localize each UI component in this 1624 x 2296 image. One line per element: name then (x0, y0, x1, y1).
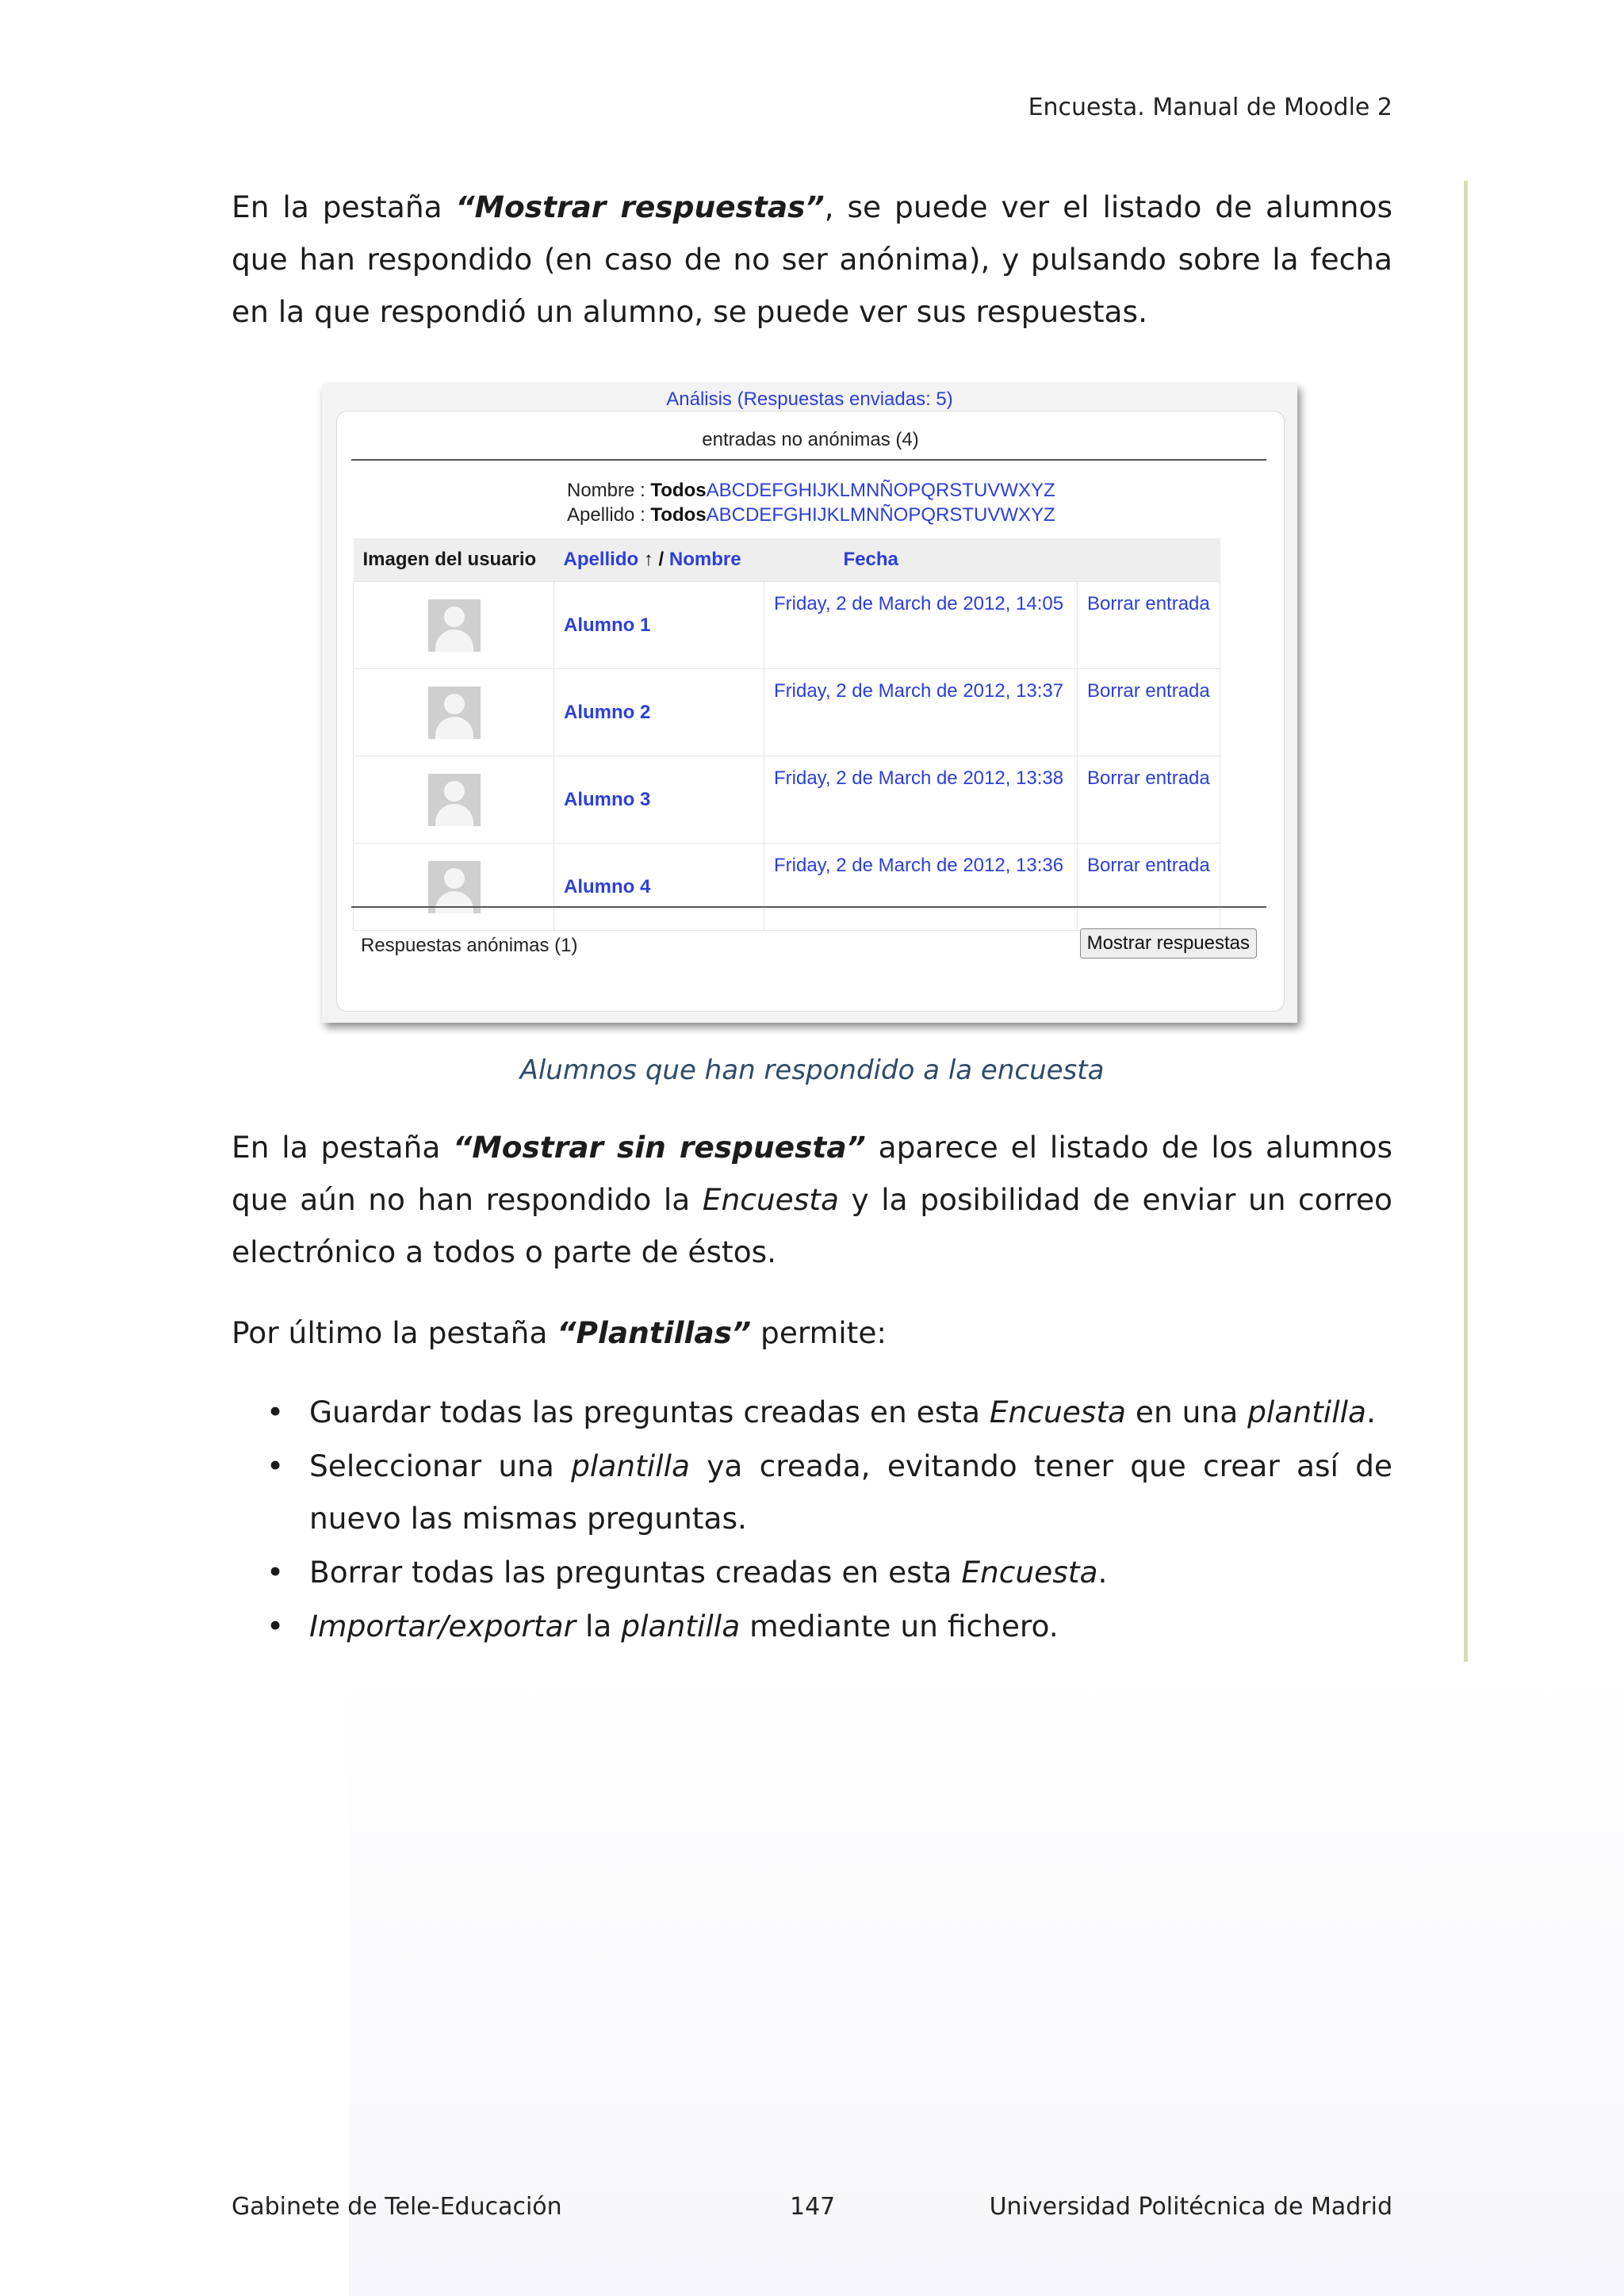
divider (351, 906, 1266, 908)
table-row (354, 669, 1220, 756)
emphasis: Encuesta (961, 1555, 1098, 1590)
anonymous-responses-label: Respuestas anónimas (1) (361, 935, 578, 956)
filter-letters[interactable]: ABCDEFGHIJKLMNÑOPQRSTUVWXYZ (706, 480, 1055, 501)
analysis-title-link[interactable]: Análisis (Respuestas enviadas: 5) (666, 388, 953, 410)
text: la (576, 1609, 622, 1644)
emphasis: plantilla (1247, 1395, 1367, 1429)
delete-entry-link[interactable]: Borrar entrada (1078, 844, 1220, 931)
analysis-panel (336, 411, 1285, 1012)
emphasis: Encuesta (702, 1182, 839, 1217)
page-number: 147 (790, 2193, 836, 2221)
plantillas-options-list (232, 1386, 1392, 1654)
sort-apellido-link[interactable]: Apellido (563, 549, 639, 570)
emphasis: “Plantillas” (557, 1315, 752, 1350)
student-name-link[interactable]: Alumno 4 (554, 844, 764, 931)
list-item (232, 1386, 1392, 1438)
filter-label: Apellido : (567, 504, 651, 526)
sort-arrow-up-icon: ↑ (643, 549, 653, 570)
filter-letters[interactable]: ABCDEFGHIJKLMNÑOPQRSTUVWXYZ (706, 504, 1055, 526)
non-anonymous-entries-heading: entradas no anónimas (4) (702, 429, 919, 450)
emphasis: plantilla (571, 1448, 691, 1483)
separator: / (653, 549, 669, 570)
figure-caption: Alumnos que han respondido a la encuesta (519, 1054, 1105, 1086)
response-date-link[interactable]: Friday, 2 de March de 2012, 14:05 (764, 582, 1078, 669)
screenshot-analysis (322, 384, 1297, 1023)
filter-label: Nombre : (567, 480, 651, 501)
response-date-link[interactable]: Friday, 2 de March de 2012, 13:36 (764, 844, 1078, 931)
user-avatar-icon[interactable] (428, 861, 481, 913)
avatar-cell (354, 844, 554, 931)
running-header: Encuesta. Manual de Moodle 2 (1028, 94, 1392, 121)
col-user-image: Imagen del usuario (354, 538, 554, 582)
text: aparece el listado de los alumnos que aún no han respondido la (232, 1130, 1392, 1217)
show-responses-button[interactable]: Mostrar respuestas (1080, 928, 1257, 959)
col-fecha-sort[interactable]: Fecha (764, 538, 1078, 582)
filter-nombre (567, 478, 1055, 503)
filter-all[interactable]: Todos (650, 480, 707, 501)
delete-entry-link[interactable]: Borrar entrada (1078, 669, 1220, 756)
sort-nombre-link[interactable]: Nombre (668, 549, 741, 570)
text: y la posibilidad de enviar un correo electrónico a todos o parte de éstos. (232, 1182, 1392, 1269)
emphasis: Importar/exportar (309, 1609, 576, 1644)
emphasis: plantilla (621, 1609, 741, 1644)
response-date-link[interactable]: Friday, 2 de March de 2012, 13:38 (764, 756, 1078, 844)
delete-entry-link[interactable]: Borrar entrada (1078, 582, 1220, 669)
emphasis: “Mostrar sin respuesta” (453, 1130, 866, 1165)
divider (351, 459, 1266, 461)
list-item (232, 1546, 1392, 1598)
student-name-link[interactable]: Alumno 3 (554, 756, 764, 844)
text: Borrar todas las preguntas creadas en esta (309, 1555, 962, 1590)
margin-rule (1464, 181, 1468, 1662)
filter-all[interactable]: Todos (650, 504, 707, 526)
table-row (354, 844, 1220, 931)
emphasis: “Mostrar respuestas” (455, 189, 825, 224)
text: mediante un fichero. (740, 1609, 1059, 1644)
footer-right: Universidad Politécnica de Madrid (989, 2193, 1392, 2221)
table-row (354, 582, 1220, 669)
footer-left: Gabinete de Tele-Educación (232, 2193, 562, 2221)
filter-apellido (567, 503, 1055, 527)
initials-filter (567, 478, 1055, 527)
table-row (354, 756, 1220, 844)
avatar-cell (354, 582, 554, 669)
col-name-sort (554, 538, 764, 582)
text: , se puede ver el listado de alumnos que han respondido (en caso de no ser anónima), y pulsando sobre la fecha en la que respondió un alumno, se puede ver sus respuestas. (232, 189, 1392, 329)
text: en una (1126, 1395, 1248, 1429)
text: permite: (751, 1315, 887, 1350)
text: Por último la pestaña (232, 1315, 557, 1350)
text: ya creada, evitando tener que crear así de nuevo las mismas preguntas. (309, 1448, 1392, 1536)
paragraph-plantillas (232, 1307, 1392, 1359)
student-name-link[interactable]: Alumno 2 (554, 669, 764, 756)
list-item (232, 1600, 1392, 1652)
avatar-cell (354, 669, 554, 756)
delete-entry-link[interactable]: Borrar entrada (1078, 756, 1220, 844)
avatar-cell (354, 756, 554, 844)
user-avatar-icon[interactable] (428, 774, 481, 826)
text: En la pestaña (232, 1130, 454, 1165)
text: . (1097, 1555, 1108, 1590)
emphasis: Encuesta (989, 1395, 1126, 1429)
list-item (232, 1440, 1392, 1544)
col-actions (1078, 538, 1220, 582)
text: Seleccionar una (309, 1448, 572, 1483)
user-avatar-icon[interactable] (428, 687, 481, 739)
paragraph-mostrar-respuestas (232, 181, 1392, 338)
text: En la pestaña (232, 189, 456, 224)
responses-table (353, 538, 1220, 931)
student-name-link[interactable]: Alumno 1 (554, 582, 764, 669)
response-date-link[interactable]: Friday, 2 de March de 2012, 13:37 (764, 669, 1078, 756)
user-avatar-icon[interactable] (428, 599, 481, 652)
paragraph-mostrar-sin-respuesta (232, 1121, 1392, 1278)
text: Guardar todas las preguntas creadas en esta (309, 1395, 990, 1429)
text: . (1366, 1395, 1376, 1429)
